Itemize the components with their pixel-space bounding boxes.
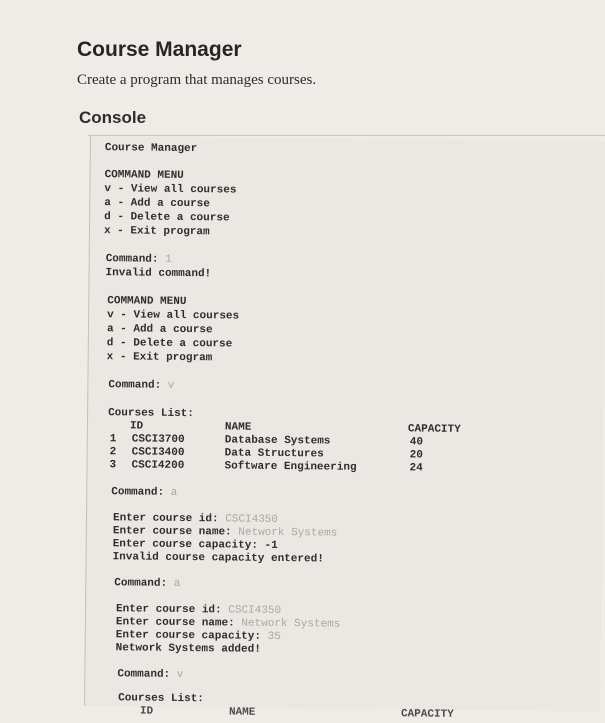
command-prompt: Command: bbox=[108, 379, 162, 392]
course-capacity: 24 bbox=[409, 462, 423, 475]
menu-heading: COMMAND MENU bbox=[107, 295, 187, 309]
course-capacity-prompt: Enter course capacity: bbox=[112, 538, 259, 552]
command-input: a bbox=[173, 577, 181, 590]
course-name-input: Network Systems bbox=[238, 526, 338, 540]
column-header-capacity: CAPACITY bbox=[400, 708, 454, 721]
command-prompt: Command: bbox=[105, 253, 159, 266]
command-line bbox=[106, 253, 172, 267]
course-name: Software Engineering bbox=[224, 460, 357, 474]
menu-item-exit: x - Exit program bbox=[103, 225, 210, 239]
menu-item-add: a - Add a course bbox=[106, 323, 213, 337]
command-prompt: Command: bbox=[117, 668, 171, 681]
course-capacity: 20 bbox=[409, 449, 423, 462]
command-prompt: Command: bbox=[111, 486, 165, 499]
courses-list-heading: Courses List: bbox=[108, 407, 194, 421]
console-output bbox=[84, 136, 605, 721]
column-header-name: NAME bbox=[228, 706, 256, 719]
course-id-input: CSCI4350 bbox=[228, 604, 282, 618]
courses-list-heading: Courses List: bbox=[118, 692, 204, 706]
course-id-input: CSCI4350 bbox=[225, 513, 279, 526]
menu-item-add: a - Add a course bbox=[104, 197, 210, 211]
menu-item-delete: d - Delete a course bbox=[106, 337, 233, 351]
course-capacity-input: -1 bbox=[264, 539, 278, 552]
page-title: Course Manager bbox=[77, 38, 242, 61]
menu-item-view: v - View all courses bbox=[107, 309, 240, 323]
row-number: 2 bbox=[109, 446, 117, 459]
course-id-prompt: Enter course id: bbox=[112, 512, 219, 526]
command-line bbox=[117, 668, 183, 682]
column-header-id: ID bbox=[129, 420, 144, 433]
column-header-id: ID bbox=[139, 705, 154, 718]
course-capacity-input: 35 bbox=[267, 630, 281, 644]
course-added-message: Network Systems added! bbox=[115, 642, 261, 656]
course-id-prompt: Enter course id: bbox=[115, 603, 222, 617]
command-input: a bbox=[170, 486, 178, 499]
column-header-capacity: CAPACITY bbox=[407, 423, 461, 436]
column-header-name: NAME bbox=[224, 421, 252, 434]
console-heading: Console bbox=[79, 108, 147, 127]
course-id: CSCI4200 bbox=[131, 459, 185, 473]
course-capacity: 40 bbox=[409, 436, 424, 449]
course-name: Database Systems bbox=[224, 434, 331, 448]
command-line bbox=[114, 577, 180, 591]
command-input: v bbox=[167, 379, 175, 392]
row-number: 1 bbox=[109, 433, 117, 446]
menu-item-view: v - View all courses bbox=[104, 183, 237, 197]
capacity-error-message: Invalid course capacity entered! bbox=[112, 551, 324, 566]
console-app-title: Course Manager bbox=[104, 142, 198, 156]
invalid-command-message: Invalid command! bbox=[105, 267, 212, 281]
course-name-prompt: Enter course name: bbox=[112, 525, 232, 539]
course-id: CSCI3700 bbox=[131, 433, 185, 447]
command-prompt: Command: bbox=[114, 577, 168, 590]
command-input: 1 bbox=[165, 253, 172, 266]
command-input: v bbox=[176, 668, 184, 682]
course-name-input: Network Systems bbox=[241, 617, 341, 631]
course-capacity-prompt: Enter course capacity: bbox=[115, 629, 262, 643]
course-id: CSCI3400 bbox=[131, 446, 185, 460]
command-line bbox=[111, 486, 177, 500]
menu-heading: COMMAND MENU bbox=[104, 169, 184, 182]
course-name: Data Structures bbox=[224, 447, 324, 461]
page-subtitle: Create a program that manages courses. bbox=[77, 72, 317, 88]
command-line bbox=[108, 379, 174, 393]
row-number: 3 bbox=[109, 459, 117, 472]
course-name-prompt: Enter course name: bbox=[115, 616, 235, 630]
menu-item-delete: d - Delete a course bbox=[104, 211, 230, 225]
menu-item-exit: x - Exit program bbox=[106, 351, 213, 365]
